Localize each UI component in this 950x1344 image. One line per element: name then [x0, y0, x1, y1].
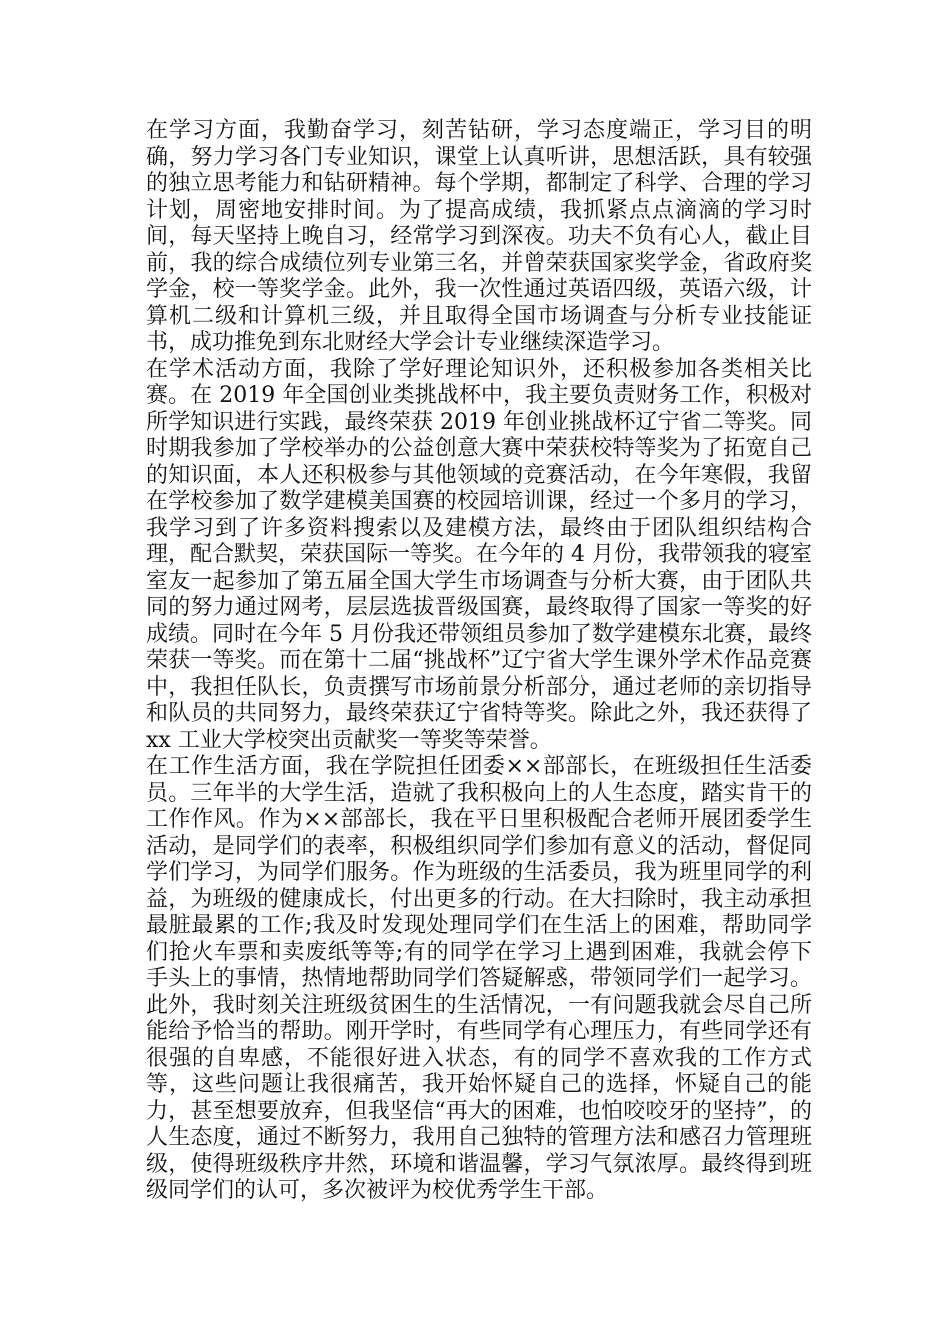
paragraph-study: 在学习方面，我勤奋学习，刻苦钻研，学习态度端正，学习目的明确，努力学习各门专业知识，课堂上认真听讲，思想活跃，具有较强的独立思考能力和钻研精神。每个学期，都制定了科学、合理的学习计划，周密地安排时间。为了提高成绩，我抓紧点点滴滴的学习时间，每天坚持上晚自习，经常学习到深夜。功夫不负有心人，截止目前，我的综合成绩位列专业第三名，并曾荣获国家奖学金，省政府奖学金，校一等奖学金。此外，我一次性通过英语四级，英语六级，计算机二级和计算机三级，并且取得全国市场调查与分析专业技能证书，成功推免到东北财经大学会计专业继续深造学习。 — [146, 118, 812, 355]
paragraph-academic-activities: 在学术活动方面，我除了学好理论知识外，还积极参加各类相关比赛。在 2019 年全国创业类挑战杯中，我主要负责财务工作，积极对所学知识进行实践，最终荣获 2019 年创业挑战杯辽宁省二等奖。同时期我参加了学校举办的公益创意大赛中荣获校特等奖为了拓宽自己的知识面，本人还积极参与其他领域的竞赛活动，在今年寒假，我留在学校参加了数学建模美国赛的校园培训课，经过一个多月的学习，我学习到了许多资料搜索以及建模方法，最终由于团队组织结构合理，配合默契，荣获国际一等奖。在今年的 4 月份，我带领我的寝室室友一起参加了第五届全国大学生市场调查与分析大赛，由于团队共同的努力通过网考，层层选拔晋级国赛，最终取得了国家一等奖的好成绩。同时在今年 5 月份我还带领组员参加了数学建模东北赛，最终荣获一等奖。而在第十二届“挑战杯”辽宁省大学生课外学术作品竞赛中，我担任队长，负责撰写市场前景分析部分，通过老师的亲切指导和队员的共同努力，最终荣获辽宁省特等奖。除此之外，我还获得了 xx 工业大学校突出贡献奖一等奖等荣誉。 — [146, 356, 812, 753]
document-body — [146, 118, 812, 1205]
paragraph-work-life: 在工作生活方面，我在学院担任团委××部部长，在班级担任生活委员。三年半的大学生活，造就了我积极向上的人生态度，踏实肯干的工作作风。作为××部部长，我在平日里积极配合老师开展团委学生活动，是同学们的表率，积极组织同学们参加有意义的活动，督促同学们学习，为同学们服务。作为班级的生活委员，我为班里同学的利益，为班级的健康成长，付出更多的行动。在大扫除时，我主动承担最脏最累的工作;我及时发现处理同学们在生活上的困难，帮助同学们抢火车票和卖废纸等等;有的同学在学习上遇到困难，我就会停下手头上的事情，热情地帮助同学们答疑解惑，带领同学们一起学习。此外，我时刻关注班级贫困生的生活情况，一有问题我就会尽自己所能给予恰当的帮助。刚开学时，有些同学有心理压力，有些同学还有很强的自卑感，不能很好进入状态，有的同学不喜欢我的工作方式等，这些问题让我很痛苦，我开始怀疑自己的选择，怀疑自己的能力，甚至想要放弃，但我坚信“再大的困难，也怕咬咬牙的坚持”，的人生态度，通过不断努力，我用自己独特的管理方法和感召力管理班级，使得班级秩序井然，环境和谐温馨，学习气氛浓厚。最终得到班级同学们的认可，多次被评为校优秀学生干部。 — [146, 754, 812, 1203]
